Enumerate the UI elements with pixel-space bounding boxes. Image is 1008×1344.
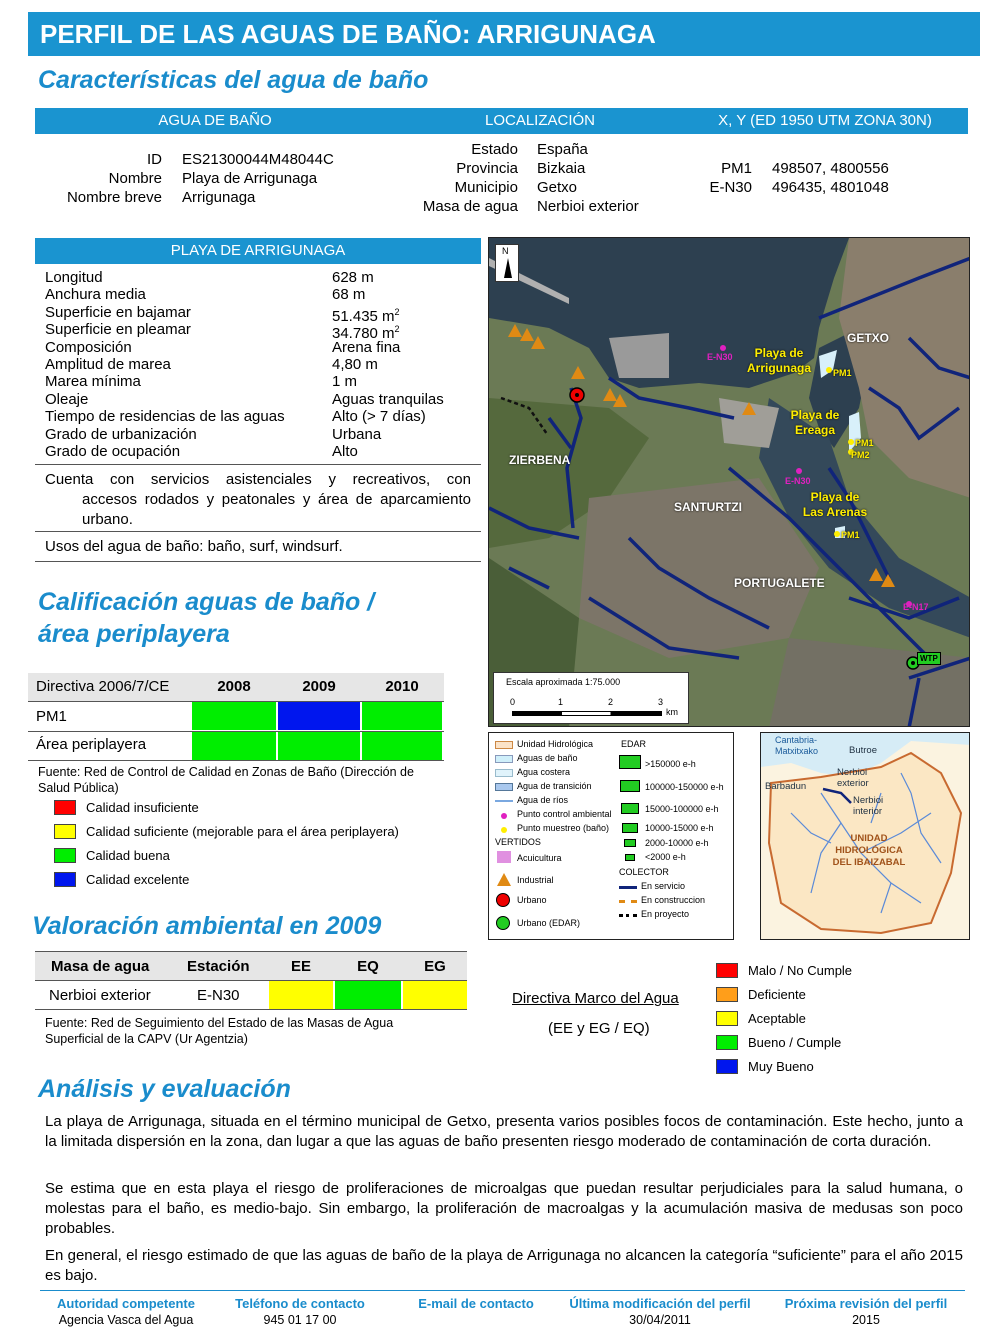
analisis-paragraph-3: En general, el riesgo estimado de que las aguas de baño de la playa de Arrigunaga no alcancen la categoría “suficiente” para el año 2015 es bajo. [45, 1247, 963, 1284]
legend-swatch-muy-bueno [716, 1059, 738, 1074]
legend-ar-line [495, 800, 513, 802]
footer-autoridad-value: Agencia Vasca del Agua [58, 1313, 194, 1327]
footer-email-label: E-mail de contacto [418, 1296, 534, 1311]
legend-colector: COLECTOR [619, 867, 669, 877]
minimap-unidad-line1: UNIDAD [850, 833, 888, 844]
scale-tick-1: 1 [558, 697, 564, 707]
loc-masa-label: Masa de agua [422, 198, 518, 215]
minimap [760, 732, 970, 940]
calif-cell-area-2009 [278, 732, 360, 760]
page-title: PERFIL DE LAS AGUAS DE BAÑO: ARRIGUNAGA [28, 12, 980, 56]
calif-year-2010: 2010 [385, 678, 419, 695]
legend-edar-icon [496, 916, 510, 930]
playa-row-value-text: Alto [332, 443, 358, 460]
agua-nombre-breve-label: Nombre breve [66, 189, 162, 206]
valor-h-ee: EE [290, 958, 311, 975]
calif-row-area: Área periplayera [36, 736, 147, 753]
playa-row-label: Superficie en pleamar [45, 321, 191, 339]
industrial-marker [881, 574, 895, 587]
legend-e6: <2000 e-h [645, 852, 686, 862]
legend-urbe: Urbano (EDAR) [517, 918, 581, 928]
legend-e3: 15000-100000 e-h [645, 804, 719, 814]
legend-suficiente: Calidad suficiente (mejorable para el área periplayera) [86, 824, 399, 839]
xy-en30-label: E-N30 [709, 179, 752, 196]
scale-box [493, 672, 689, 724]
industrial-marker [742, 402, 756, 415]
scale-unit: km [666, 707, 678, 717]
section-title-caracteristicas: Características del agua de baño [38, 66, 429, 94]
map-label-pm1-arrigunaga: PM1 [833, 368, 852, 378]
legend-c2-line [619, 900, 637, 903]
calificacion-table [28, 673, 444, 761]
legend-urb: Urbano [517, 895, 547, 905]
playa-header: PLAYA DE ARRIGUNAGA [35, 238, 481, 264]
playa-row-value-text: 628 m [332, 269, 374, 286]
valor-estacion: E-N30 [197, 987, 240, 1004]
legend-ab: Aguas de baño [517, 753, 578, 763]
agua-id-value: ES21300044M48044C [182, 151, 334, 168]
legend-swatch-excelente [54, 872, 76, 887]
playa-row-value [332, 373, 357, 390]
playa-row-value-text: 34.780 m [332, 325, 395, 343]
playa-row-value [332, 269, 374, 286]
divider [35, 464, 481, 465]
usos-text: Usos del agua de baño: baño, surf, windsurf. [45, 538, 343, 555]
analisis-paragraph-1: La playa de Arrigunaga, situada en el término municipal de Getxo, presenta varios posibles focos de contaminación. Este hecho, junto a la limitada dispersión en la zona, dan lugar a que las aguas de baño presenten riesgo moderado de contaminación de corta duración. [45, 1113, 963, 1150]
industrial-marker [571, 366, 585, 379]
calif-year-2009: 2009 [302, 678, 336, 695]
valor-h-eq: EQ [357, 958, 379, 975]
loc-estado-value: España [537, 141, 588, 158]
legend-swatch-suficiente [54, 824, 76, 839]
legend-swatch-insuficiente [54, 800, 76, 815]
minimap-cm-line1: Cantabria- [775, 735, 818, 745]
legend-acui-swatch [497, 851, 511, 863]
minimap-nerbioi-interior [853, 795, 883, 817]
scale-bar [512, 711, 662, 716]
agua-nombre-value: Playa de Arrigunaga [182, 170, 318, 187]
legend-e1: >150000 e-h [645, 759, 696, 769]
playa-row-value [332, 408, 426, 425]
legend-at-swatch [495, 783, 513, 791]
loc-provincia-label: Provincia [456, 160, 518, 177]
legend-buena: Calidad buena [86, 848, 170, 863]
agua-nombre-label: Nombre [108, 170, 162, 187]
legend-e5-icon [624, 839, 636, 847]
map-label-pm2-ereaga: PM2 [851, 450, 870, 460]
legend-deficiente: Deficiente [748, 987, 806, 1002]
loc-provincia-value: Bizkaia [537, 160, 586, 177]
calif-col-directiva: Directiva 2006/7/CE [36, 678, 170, 695]
legend-acui: Acuicultura [517, 853, 562, 863]
legend-pmb: Punto muestreo (baño) [517, 823, 610, 833]
minimap-ni-line2: interior [853, 806, 883, 817]
loc-estado-label: Estado [471, 141, 518, 158]
valor-fuente-2: Superficial de la CAPV (Ur Agentzia) [45, 1032, 248, 1046]
minimap-ne-line2: exterior [837, 778, 869, 789]
legend-bueno: Bueno / Cumple [748, 1035, 842, 1050]
legend-e4-icon [622, 823, 638, 833]
scale-tick-0: 0 [510, 697, 516, 707]
calif-year-2008: 2008 [217, 678, 251, 695]
footer-autoridad-label: Autoridad competente [57, 1296, 195, 1311]
playa-row-value-text: 4,80 m [332, 356, 378, 373]
legend-at: Agua de transición [517, 781, 592, 791]
playa-row-label: Anchura media [45, 286, 146, 304]
section-title-calificacion-1: Calificación aguas de baño / [38, 588, 375, 616]
valor-fuente-1: Fuente: Red de Seguimiento del Estado de las Masas de Agua [45, 1016, 394, 1030]
map-label-portugalete: PORTUGALETE [734, 576, 825, 590]
divider [35, 561, 481, 562]
legend-swatch-bueno [716, 1035, 738, 1050]
map-playa2-line2: Ereaga [794, 423, 836, 437]
legend-malo: Malo / No Cumple [748, 963, 853, 978]
valoracion-table [35, 951, 467, 1011]
map-legend [488, 732, 734, 940]
loc-masa-value: Nerbioi exterior [537, 198, 639, 215]
legend-ar: Agua de ríos [517, 795, 569, 805]
legend-swatch-aceptable [716, 1011, 738, 1026]
legend-uh-swatch [495, 741, 513, 749]
north-arrow-box [495, 244, 519, 282]
legend-ac-swatch [495, 769, 513, 777]
legend-e3-icon [621, 803, 639, 814]
legend-e2-icon [620, 780, 640, 792]
header-agua: AGUA DE BAÑO [158, 112, 272, 129]
valor-h-estacion: Estación [187, 958, 250, 975]
playa-row-label: Grado de ocupación [45, 443, 181, 460]
header-localizacion: LOCALIZACIÓN [484, 112, 596, 129]
legend-c3-line [619, 914, 637, 917]
playa-row-value-text: 1 m [332, 373, 358, 391]
legend-swatch-malo [716, 963, 738, 978]
playa-row-label: Superficie en bajamar [45, 303, 191, 321]
minimap-ni-line1: Nerbioi [853, 795, 884, 806]
wtp-marker: WTP [917, 652, 941, 665]
playa-row-value-text: Arena fina [332, 338, 401, 356]
footer-divider [40, 1290, 965, 1291]
calif-cell-pm1-2010 [362, 702, 442, 730]
map-label-en17: E-N17 [903, 602, 929, 612]
minimap-unidad-line3: DEL IBAIZABAL [832, 857, 906, 868]
map-label-zierbena: ZIERBENA [509, 453, 571, 467]
map-label-santurtzi: SANTURTZI [674, 500, 742, 514]
map-playa1-line1: Playa de [754, 346, 804, 360]
footer-proxima-label: Próxima revisión del perfil [784, 1296, 948, 1311]
legend-e1-icon [619, 755, 641, 769]
legend-e2: 100000-150000 e-h [645, 782, 724, 792]
playa-row-value [332, 339, 400, 356]
playa-row-value [332, 443, 358, 460]
servicios-line-1: Cuenta con servicios asistenciales y recreativos, con [45, 471, 471, 488]
map-label-playa-arrigunaga [739, 346, 819, 376]
calif-cell-area-2010 [362, 732, 442, 760]
xy-pm1-value: 498507, 4800556 [772, 160, 889, 177]
playa-row-value [332, 356, 378, 373]
legend-industrial-icon [497, 873, 511, 886]
scale-label: Escala aproximada 1:75.000 [506, 677, 621, 687]
loc-municipio-value: Getxo [537, 179, 578, 196]
minimap-butroe: Butroe [849, 745, 877, 756]
map-label-getxo: GETXO [847, 331, 890, 345]
legend-insuficiente: Calidad insuficiente [86, 800, 199, 815]
map-playa3-line1: Playa de [810, 490, 860, 504]
minimap-unidad [819, 833, 919, 869]
scale-tick-2: 2 [608, 697, 614, 707]
unit-superscript: 2 [394, 324, 400, 335]
playa-row-label: Oleaje [45, 390, 89, 408]
minimap-cantabria-matxitxako [775, 735, 818, 757]
map-label-en30-b: E-N30 [785, 476, 811, 486]
footer-telefono-value: 945 01 17 00 [263, 1313, 337, 1327]
industrial-marker [531, 336, 545, 349]
map-label-en30-a: E-N30 [707, 352, 733, 362]
map-graphic [489, 238, 970, 727]
playa-row-label: Tiempo de residencias de las aguas [45, 408, 285, 426]
playa-row-value [332, 391, 444, 408]
map-label-pm1-arenas: PM1 [841, 530, 860, 540]
legend-e6-icon [625, 854, 635, 861]
legend-ac: Agua costera [517, 767, 571, 777]
dma-title: Directiva Marco del Agua [512, 990, 679, 1007]
dma-subtitle: (EE y EG / EQ) [548, 1020, 650, 1037]
playa-row-label: Grado de urbanización [45, 425, 197, 443]
footer-telefono-label: Teléfono de contacto [235, 1296, 365, 1311]
calif-fuente: Fuente: Red de Control de Calidad en Zonas de Baño (Dirección de Salud Pública) [38, 765, 414, 795]
playa-row-label: Amplitud de marea [45, 356, 171, 373]
section-title-calificacion-2: área periplayera [38, 620, 230, 648]
valor-masa: Nerbioi exterior [49, 987, 151, 1004]
valor-h-masa: Masa de agua [51, 958, 150, 975]
location-map [488, 237, 970, 727]
legend-c1: En servicio [641, 881, 686, 891]
calif-row-pm1: PM1 [36, 708, 67, 725]
map-label-pm1-ereaga: PM1 [855, 438, 874, 448]
calif-cell-pm1-2008 [192, 702, 276, 730]
minimap-unidad-line2: HIDROLÓGICA [835, 845, 903, 856]
servicios-line-3: urbano. [82, 511, 133, 528]
scale-tick-3: 3 [658, 697, 664, 707]
valor-cell-ee [269, 981, 333, 1009]
playa-row-value-text: Aguas tranquilas [332, 390, 444, 408]
map-playa1-line2: Arrigunaga [746, 361, 811, 375]
divider [35, 1009, 467, 1010]
legend-pmb-dot [501, 827, 507, 833]
calif-cell-pm1-2009 [278, 702, 360, 730]
playa-row-value [332, 286, 365, 303]
calif-cell-area-2008 [192, 732, 276, 760]
valor-cell-eg [403, 981, 467, 1009]
loc-municipio-label: Municipio [454, 179, 518, 196]
minimap-cm-line2: Matxitxako [775, 746, 819, 756]
footer-ultima-value: 30/04/2011 [629, 1313, 691, 1327]
valor-cell-eq [335, 981, 401, 1009]
analisis-paragraph-2: Se estima que en esta playa el riesgo de proliferaciones de microalgas que puedan resultar perjudiciales para la salud humana, o molestas para el baño, es medio-bajo. Sin embargo, la proliferación de macroalgas y la acumulación masiva de medusas son poco probables. [45, 1180, 963, 1237]
agua-nombre-breve-value: Arrigunaga [182, 189, 256, 206]
industrial-marker [613, 394, 627, 407]
minimap-ne-line1: Nerbioi [837, 767, 868, 778]
legend-uh: Unidad Hidrológica [517, 739, 594, 749]
legend-aceptable: Aceptable [748, 1011, 806, 1026]
legend-excelente: Calidad excelente [86, 872, 190, 887]
section-title-valoracion: Valoración ambiental en 2009 [32, 912, 382, 940]
legend-ind: Industrial [517, 875, 554, 885]
legend-e4: 10000-15000 e-h [645, 823, 714, 833]
map-label-playa-arenas [795, 490, 875, 520]
legend-urbano-icon [496, 893, 510, 907]
legend-c1-line [619, 886, 637, 889]
playa-row-value-text: Urbana [332, 425, 382, 443]
minimap-nerbioi-exterior [837, 767, 869, 789]
playa-row-value [332, 426, 381, 443]
legend-c3: En proyecto [641, 909, 690, 919]
legend-swatch-deficiente [716, 987, 738, 1002]
agua-id-label: ID [147, 151, 162, 168]
legend-pca: Punto control ambiental [517, 809, 612, 819]
map-playa3-line2: Las Arenas [802, 505, 868, 519]
playa-row-value-text: 51.435 m [332, 307, 395, 325]
footer-proxima-value: 2015 [852, 1313, 880, 1327]
section-title-analisis: Análisis y evaluación [38, 1075, 291, 1103]
servicios-line-2: accesos rodados y peatonales y área de aparcamiento [82, 491, 471, 508]
divider [35, 531, 481, 532]
playa-row-label: Longitud [45, 269, 103, 286]
divider [28, 760, 444, 761]
legend-pca-dot [501, 813, 507, 819]
playa-row-value-text: Alto (> 7 días) [332, 408, 426, 426]
playa-row-value-text: 68 m [332, 286, 366, 304]
unit-superscript: 2 [394, 306, 400, 317]
xy-pm1-label: PM1 [721, 160, 752, 177]
minimap-barbadun: Barbadun [765, 781, 807, 792]
valor-h-eg: EG [424, 958, 446, 975]
map-playa2-line1: Playa de [790, 408, 840, 422]
legend-e5: 2000-10000 e-h [645, 838, 709, 848]
playa-row-label: Marea mínima [45, 373, 141, 391]
legend-vertidos: VERTIDOS [495, 837, 541, 847]
header-xy: X, Y (ED 1950 UTM ZONA 30N) [718, 112, 932, 129]
legend-swatch-buena [54, 848, 76, 863]
legend-c2: En construccion [641, 895, 706, 905]
xy-en30-value: 496435, 4801048 [772, 179, 889, 196]
legend-edar: EDAR [621, 739, 647, 749]
legend-ab-swatch [495, 755, 513, 763]
map-label-playa-ereaga [785, 408, 845, 438]
playa-row-label: Composición [45, 338, 132, 356]
north-label: N [502, 246, 509, 256]
north-arrow-icon [504, 258, 512, 278]
footer-ultima-label: Última modificación del perfil [569, 1296, 751, 1311]
legend-muy-bueno: Muy Bueno [748, 1059, 814, 1074]
